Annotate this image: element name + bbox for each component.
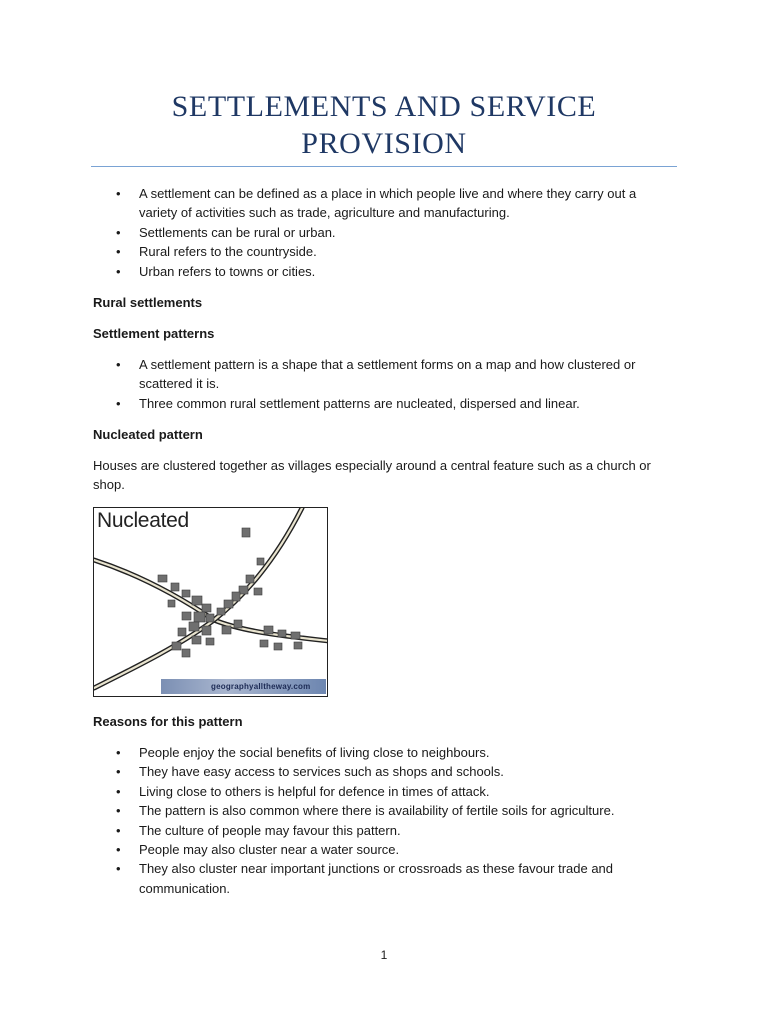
- title-underline: [91, 166, 677, 167]
- intro-bullet-item: [93, 184, 663, 223]
- intro-bullet-item-text: A settlement can be defined as a place in which people live and where they carry out a variety of activities such as trade, agriculture and manufacturing.: [139, 186, 637, 221]
- pattern-bullet-item: [93, 355, 663, 394]
- intro-bullet-item-text: Rural refers to the countryside.: [139, 244, 317, 260]
- nucleated-description: Houses are clustered together as villages especially around a central feature such as a church or shop.: [93, 458, 651, 493]
- reason-bullet-item: [93, 801, 663, 820]
- reason-bullet-item-text: They have easy access to services such as shops and schools.: [139, 764, 504, 780]
- heading-settlement-patterns: Settlement patterns: [93, 326, 215, 341]
- reason-bullet-item: [93, 782, 663, 801]
- reason-bullet-item-text: They also cluster near important junctions or crossroads as these favour trade and communication.: [139, 861, 614, 896]
- bullet-icon: •: [116, 764, 121, 780]
- intro-bullet-item: [93, 262, 663, 281]
- reason-bullet-item-text: People may also cluster near a water source.: [139, 842, 400, 858]
- reasons-bullet-list: [93, 743, 663, 898]
- bullet-icon: •: [116, 842, 121, 858]
- bullet-icon: •: [116, 224, 121, 240]
- pattern-bullet-item-text: A settlement pattern is a shape that a settlement forms on a map and how clustered or scattered it is.: [139, 357, 636, 392]
- intro-bullet-item-text: Urban refers to towns or cities.: [139, 263, 316, 279]
- nucleated-map-drawing: [94, 508, 328, 697]
- bullet-icon: •: [116, 783, 121, 799]
- bullet-icon: •: [116, 357, 121, 372]
- bullet-icon: •: [116, 822, 121, 838]
- bullet-icon: •: [116, 186, 121, 201]
- intro-bullet-list: [93, 184, 663, 281]
- bullet-icon: •: [116, 244, 121, 260]
- nucleated-map-figure: [93, 507, 328, 697]
- roads: [94, 508, 328, 688]
- reason-bullet-item: [93, 859, 663, 898]
- reason-bullet-item: [93, 821, 663, 840]
- reason-bullet-item-text: The culture of people may favour this pattern.: [139, 822, 401, 838]
- intro-bullet-item: [93, 223, 663, 242]
- reason-bullet-item-text: Living close to others is helpful for defence in times of attack.: [139, 783, 490, 799]
- bullet-icon: •: [116, 745, 121, 760]
- pattern-bullet-item: [93, 394, 663, 413]
- intro-bullet-item: [93, 242, 663, 261]
- pattern-bullet-list: [93, 355, 663, 413]
- reason-bullet-item-text: The pattern is also common where there is availability of fertile soils for agriculture.: [139, 803, 615, 819]
- pattern-bullet-item-text: Three common rural settlement patterns are nucleated, dispersed and linear.: [139, 395, 580, 411]
- bullet-icon: •: [116, 803, 121, 819]
- watermark-text: geographyalltheway.com: [211, 682, 311, 691]
- reason-bullet-item: [93, 743, 663, 762]
- figure-label: Nucleated: [97, 509, 189, 532]
- reason-bullet-item: [93, 762, 663, 781]
- page-number: 1: [380, 948, 388, 962]
- bullet-icon: •: [116, 395, 121, 411]
- heading-reasons: Reasons for this pattern: [93, 714, 243, 729]
- bullet-icon: •: [116, 861, 121, 877]
- reason-bullet-item: [93, 840, 663, 859]
- page-title: SETTLEMENTS AND SERVICE PROVISION: [171, 90, 597, 160]
- intro-bullet-item-text: Settlements can be rural or urban.: [139, 224, 336, 240]
- bullet-icon: •: [116, 263, 121, 279]
- heading-nucleated-pattern: Nucleated pattern: [93, 427, 203, 442]
- watermark-banner: [161, 679, 326, 694]
- reason-bullet-item-text: People enjoy the social benefits of living close to neighbours.: [139, 745, 490, 760]
- heading-rural-settlements: Rural settlements: [93, 295, 203, 310]
